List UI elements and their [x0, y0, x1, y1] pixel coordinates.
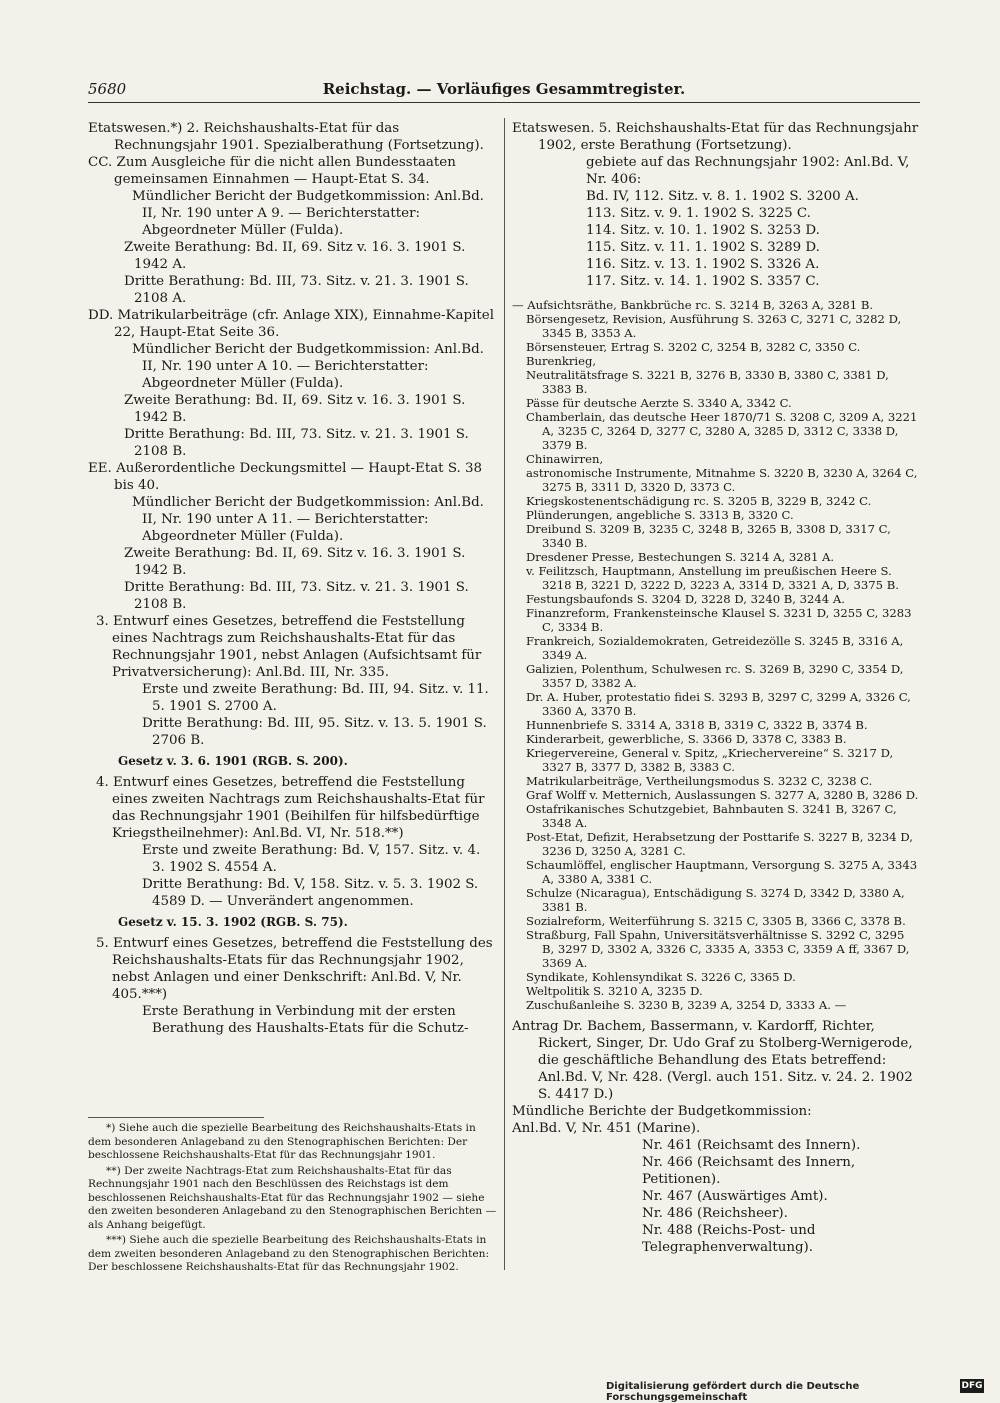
- topic-entry: Frankreich, Sozialdemokraten, Getreidezölle S. 3245 B, 3316 A, 3349 A.: [526, 634, 904, 662]
- index-entry: Dritte Berathung: Bd. III, 73. Sitz. v. 21. 3. 1901 S. 2108 B.: [124, 427, 469, 459]
- topic-entry: Graf Wolff v. Metternich, Auslassungen S. 3277 A, 3280 B, 3286 D.: [526, 788, 919, 802]
- index-entry: 5. Entwurf eines Gesetzes, betreffend die Feststellung des Reichshaushalts-Etats für das Rechnungsjahr 1902, nebst Anlagen und einer Denkschrift: Anl.Bd. V, Nr. 405.***): [96, 936, 493, 1002]
- index-entry: Bd. IV, 112. Sitz. v. 8. 1. 1902 S. 3200 A.: [586, 189, 859, 204]
- topic-entry: Galizien, Polenthum, Schulwesen rc. S. 3269 B, 3290 C, 3354 D, 3357 D, 3382 A.: [526, 662, 904, 690]
- topic-entry: Plünderungen, angebliche S. 3313 B, 3320 C.: [526, 508, 794, 522]
- topic-entry: astronomische Instrumente, Mitnahme S. 3220 B, 3230 A, 3264 C, 3275 B, 3311 D, 3320 D, 3373 C.: [526, 466, 918, 494]
- index-entry: Antrag Dr. Bachem, Bassermann, v. Kardorff, Richter, Rickert, Singer, Dr. Udo Graf zu Stolberg-Wernigerode, die geschäftliche Behandlung des Etats betreffend: Anl.Bd. V, Nr. 428. (Vergl. auch 151. Sitz. v. 24. 2. 1902 S. 4417 D.): [512, 1019, 913, 1102]
- index-entry: Gesetz v. 3. 6. 1901 (RGB. S. 200).: [118, 754, 348, 768]
- topic-entry: Kriegervereine, General v. Spitz, „Kriechervereine“ S. 3217 D, 3327 B, 3377 D, 3382 B, 3383 C.: [526, 746, 894, 774]
- right-top-block: [512, 120, 920, 290]
- index-entry: Zweite Berathung: Bd. II, 69. Sitz v. 16. 3. 1901 S. 1942 A.: [124, 240, 466, 272]
- index-entry: 114. Sitz. v. 10. 1. 1902 S. 3253 D.: [586, 223, 820, 238]
- topic-entry: Burenkrieg,: [526, 354, 597, 368]
- topic-entry: Sozialreform, Weiterführung S. 3215 C, 3305 B, 3366 C, 3378 B.: [526, 914, 906, 928]
- index-entry: Erste und zweite Berathung: Bd. III, 94. Sitz. v. 11. 5. 1901 S. 2700 A.: [142, 682, 489, 714]
- topic-entry: Neutralitätsfrage S. 3221 B, 3276 B, 3330 B, 3380 C, 3381 D, 3383 B.: [526, 368, 889, 396]
- index-entry: 3. Entwurf eines Gesetzes, betreffend die Feststellung eines Nachtrags zum Reichshaushalts-Etat für das Rechnungsjahr 1901, nebst Anlagen (Aufsichtsamt für Privatversicherung): Anl.Bd. III, Nr. 335.: [96, 614, 482, 680]
- topic-entry: Dr. A. Huber, protestatio fidei S. 3293 B, 3297 C, 3299 A, 3326 C, 3360 A, 3370 B.: [526, 690, 911, 718]
- index-entry: Erste und zweite Berathung: Bd. V, 157. Sitz. v. 4. 3. 1902 S. 4554 A.: [142, 843, 481, 875]
- running-title: Reichstag. — Vorläufiges Gesammtregister.: [322, 80, 686, 98]
- right-bottom-block: [512, 1018, 920, 1256]
- topic-entry: Schulze (Nicaragua), Entschädigung S. 3274 D, 3342 D, 3380 A, 3381 B.: [526, 886, 905, 914]
- topic-entry: — Aufsichtsräthe, Bankbrüche rc. S. 3214 B, 3263 A, 3281 B.: [512, 298, 874, 312]
- index-entry: Nr. 466 (Reichsamt des Innern, Petitionen).: [642, 1155, 856, 1187]
- index-entry: Nr. 486 (Reichsheer).: [642, 1206, 788, 1221]
- topic-entry: Dreibund S. 3209 B, 3235 C, 3248 B, 3265 B, 3308 D, 3317 C, 3340 B.: [526, 522, 891, 550]
- index-entry: 115. Sitz. v. 11. 1. 1902 S. 3289 D.: [586, 240, 820, 255]
- topic-entry: Festungsbaufonds S. 3204 D, 3228 D, 3240 B, 3244 A.: [526, 592, 845, 606]
- index-entry: 117. Sitz. v. 14. 1. 1902 S. 3357 C.: [586, 274, 820, 289]
- topic-entry: Kinderarbeit, gewerbliche, S. 3366 D, 3378 C, 3383 B.: [526, 732, 847, 746]
- topic-entry: Ostafrikanisches Schutzgebiet, Bahnbauten S. 3241 B, 3267 C, 3348 A.: [526, 802, 897, 830]
- topic-entry: Schaumlöffel, englischer Hauptmann, Versorgung S. 3275 A, 3343 A, 3380 A, 3381 C.: [526, 858, 918, 886]
- index-entry: Dritte Berathung: Bd. V, 158. Sitz. v. 5. 3. 1902 S. 4589 D. — Unverändert angenommen.: [142, 877, 479, 909]
- index-entry: Nr. 461 (Reichsamt des Innern).: [642, 1138, 861, 1153]
- topic-entry: Börsengesetz, Revision, Ausführung S. 3263 C, 3271 C, 3282 D, 3345 B, 3353 A.: [526, 312, 902, 340]
- left-column: [88, 120, 496, 1037]
- right-column: [512, 120, 920, 1256]
- topic-entry: Weltpolitik S. 3210 A, 3235 D.: [526, 984, 703, 998]
- topic-entry: v. Feilitzsch, Hauptmann, Anstellung im preußischen Heere S. 3218 B, 3221 D, 3222 D, 3223 A, 3314 D, 3321 A, D, 3375 B.: [526, 564, 899, 592]
- index-entry: Mündlicher Bericht der Budgetkommission: Anl.Bd. II, Nr. 190 unter A 10. — Berichterstatter: Abgeordneter Müller (Fulda).: [132, 342, 484, 391]
- topic-entry: Hunnenbriefe S. 3314 A, 3318 B, 3319 C, 3322 B, 3374 B.: [526, 718, 868, 732]
- digitization-credit: Digitalisierung gefördert durch die Deutsche Forschungsgemeinschaft: [606, 1381, 860, 1403]
- topic-entry: Pässe für deutsche Aerzte S. 3340 A, 3342 C.: [526, 396, 792, 410]
- topic-entry: Matrikularbeiträge, Vertheilungsmodus S. 3232 C, 3238 C.: [526, 774, 873, 788]
- column-divider: [504, 118, 505, 1270]
- index-entry: Mündlicher Bericht der Budgetkommission: Anl.Bd. II, Nr. 190 unter A 9. — Berichterstatter: Abgeordneter Müller (Fulda).: [132, 189, 484, 238]
- footnotes: [88, 1122, 498, 1277]
- topic-entry: Zuschußanleihe S. 3230 B, 3239 A, 3254 D, 3333 A. —: [526, 998, 847, 1012]
- index-entry: 4. Entwurf eines Gesetzes, betreffend die Feststellung eines zweiten Nachtrags zum Reichshaushalts-Etat für das Rechnungsjahr 1901 (Beihilfen für hilfsbedürftige Kriegstheilnehmer): Anl.Bd. VI, Nr. 518.**): [96, 775, 485, 841]
- topic-entry: Börsensteuer, Ertrag S. 3202 C, 3254 B, 3282 C, 3350 C.: [526, 340, 861, 354]
- footnote: **) Der zweite Nachtrags-Etat zum Reichshaushalts-Etat für das Rechnungsjahr 1901 nach den Beschlüssen des Reichstags ist dem beschlossenen Reichshaushalts-Etat für das Rechnungsjahr 1902 — siehe den zweiten besonderen Anlageband zu den Stenographischen Berichten — als Anhang beigefügt.: [88, 1164, 497, 1231]
- footnote: *) Siehe auch die spezielle Bearbeitung des Reichshaushalts-Etats in dem besonderen Anlageband zu den Stenographischen Berichten: Der beschlossene Reichshaushalts-Etat für das Rechnungsjahr 1901.: [88, 1122, 476, 1161]
- footnote-rule: [88, 1117, 264, 1118]
- index-entry: Dritte Berathung: Bd. III, 73. Sitz. v. 21. 3. 1901 S. 2108 A.: [124, 274, 469, 306]
- footnote: ***) Siehe auch die spezielle Bearbeitung des Reichshaushalts-Etats in dem zweiten besonderen Anlageband zu den Stenographischen Berichten: Der beschlossene Reichshaushalts-Etat für das Rechnungsjahr 1902.: [88, 1234, 490, 1273]
- index-entry: Zweite Berathung: Bd. II, 69. Sitz v. 16. 3. 1901 S. 1942 B.: [124, 546, 466, 578]
- topic-entry: Chinawirren,: [526, 452, 604, 466]
- topic-index: [512, 298, 920, 1012]
- index-entry: Zweite Berathung: Bd. II, 69. Sitz v. 16. 3. 1901 S. 1942 B.: [124, 393, 466, 425]
- index-entry: Nr. 467 (Auswärtiges Amt).: [642, 1189, 828, 1204]
- page-header: [88, 80, 920, 102]
- index-entry: Etatswesen.*) 2. Reichshaushalts-Etat für das Rechnungsjahr 1901. Spezialberathung (Fortsetzung).: [88, 121, 484, 153]
- topic-entry: Post-Etat, Defizit, Herabsetzung der Posttarife S. 3227 B, 3234 D, 3236 D, 3250 A, 3281 C.: [526, 830, 913, 858]
- index-entry: Anl.Bd. V, Nr. 451 (Marine).: [512, 1121, 701, 1136]
- index-entry: Gesetz v. 15. 3. 1902 (RGB. S. 75).: [118, 915, 348, 929]
- topic-entry: Chamberlain, das deutsche Heer 1870/71 S. 3208 C, 3209 A, 3221 A, 3235 C, 3264 D, 3277 C, 3280 A, 3285 D, 3312 C, 3338 D, 3379 B.: [526, 410, 918, 452]
- page-number: 5680: [88, 80, 127, 98]
- dfg-logo: DFG: [961, 1381, 983, 1391]
- topic-entry: Kriegskostenentschädigung rc. S. 3205 B, 3229 B, 3242 C.: [526, 494, 872, 508]
- index-entry: Dritte Berathung: Bd. III, 73. Sitz. v. 21. 3. 1901 S. 2108 B.: [124, 580, 469, 612]
- index-entry: Dritte Berathung: Bd. III, 95. Sitz. v. 13. 5. 1901 S. 2706 B.: [142, 716, 487, 748]
- index-entry: gebiete auf das Rechnungsjahr 1902: Anl.Bd. V, Nr. 406:: [586, 155, 910, 187]
- index-entry: Nr. 488 (Reichs-Post- und Telegraphenverwaltung).: [642, 1223, 816, 1255]
- index-entry: Mündlicher Bericht der Budgetkommission: Anl.Bd. II, Nr. 190 unter A 11. — Berichterstatter: Abgeordneter Müller (Fulda).: [132, 495, 484, 544]
- topic-entry: Syndikate, Kohlensyndikat S. 3226 C, 3365 D.: [526, 970, 796, 984]
- index-entry: Mündliche Berichte der Budgetkommission:: [512, 1104, 812, 1119]
- index-entry: CC. Zum Ausgleiche für die nicht allen Bundesstaaten gemeinsamen Einnahmen — Haupt-Etat S. 34.: [88, 155, 456, 187]
- index-entry: EE. Außerordentliche Deckungsmittel — Haupt-Etat S. 38 bis 40.: [88, 461, 483, 493]
- header-rule: [88, 102, 920, 103]
- topic-entry: Finanzreform, Frankensteinsche Klausel S. 3231 D, 3255 C, 3283 C, 3334 B.: [526, 606, 912, 634]
- index-entry: 116. Sitz. v. 13. 1. 1902 S. 3326 A.: [586, 257, 820, 272]
- index-entry: Etatswesen. 5. Reichshaushalts-Etat für das Rechnungsjahr 1902, erste Berathung (Fortsetzung).: [512, 121, 919, 153]
- index-entry: DD. Matrikularbeiträge (cfr. Anlage XIX), Einnahme-Kapitel 22, Haupt-Etat Seite 36.: [88, 308, 494, 340]
- index-entry: Erste Berathung in Verbindung mit der ersten Berathung des Haushalts-Etats für die Schutz-: [142, 1004, 469, 1036]
- index-entry: 113. Sitz. v. 9. 1. 1902 S. 3225 C.: [586, 206, 811, 221]
- topic-entry: Straßburg, Fall Spahn, Universitätsverhältnisse S. 3292 C, 3295 B, 3297 D, 3302 A, 3326 C, 3335 A, 3353 C, 3359 A ff, 3367 D, 3369 A.: [526, 928, 910, 970]
- topic-entry: Dresdener Presse, Bestechungen S. 3214 A, 3281 A.: [526, 550, 835, 564]
